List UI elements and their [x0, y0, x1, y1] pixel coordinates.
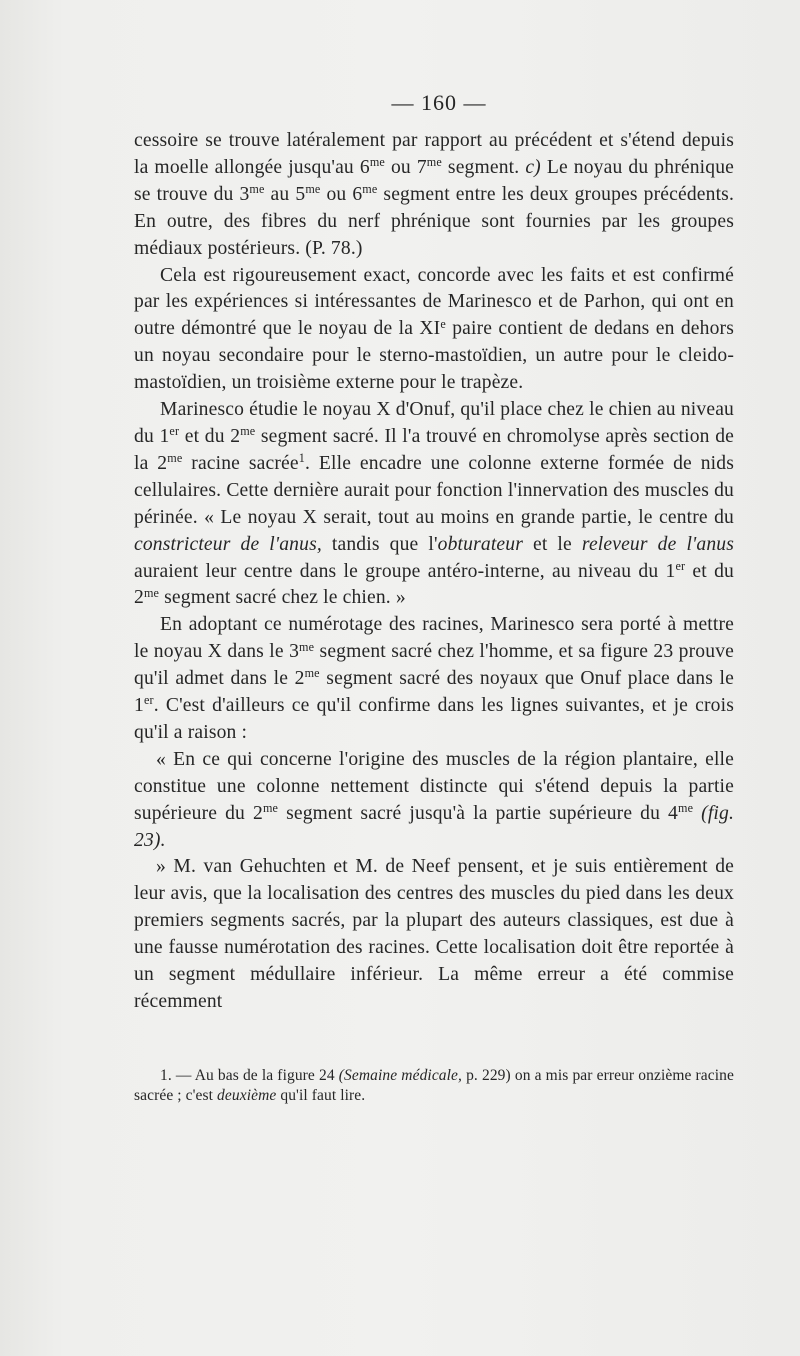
- footnote-1: 1. — Au bas de la figure 24 (Semaine médicale, p. 229) on a mis par erreur onzième racine sacrée ; c'est deuxième qu'il faut lire.: [134, 1066, 734, 1104]
- paragraph-6-quote: » M. van Gehuchten et M. de Neef pensent, et je suis entièrement de leur avis, que la localisation des centres des muscles du pied dans les deux premiers segments sacrés, par la plupart des auteurs classiques, est due à une fausse numérotation des racines. Cette localisation doit être reportée à un segment médullaire inférieur. La même erreur a été commise récemment: [134, 856, 734, 1012]
- paragraph-5-quote: « En ce qui concerne l'origine des muscles de la région plantaire, elle constitue une colonne nettement distincte qui s'étend depuis la partie supérieure du $2^{me}$ segment sacré jusqu'à la partie supérieure du $4^{me}$ (fig. 23).: [134, 748, 734, 851]
- paragraph-2: Cela est rigoureusement exact, concorde avec les faits et est confirmé par les expériences si intéressantes de Marinesco et de Parhon, qui ont en outre démontré que le noyau de la XIe paire contient de dedans en dehors un noyau secondaire pour le sterno-mastoïdien, un autre pour le cleido-mastoïdien, un troisième externe pour le trapèze.: [134, 264, 734, 394]
- paragraph-4: En adoptant ce numérotage des racines, Marinesco sera porté à mettre le noyau X dans le $3^{me}$ segment sacré chez l'homme, et sa figure 23 prouve qu'il admet dans le $2^{me}$ segment sacré des noyaux que Onuf place dans le 1er. C'est d'ailleurs ce qu'il confirme dans les lignes suivantes, et je crois qu'il a raison :: [134, 614, 734, 743]
- list-label-c: c): [525, 156, 541, 178]
- footnote-reference[interactable]: 1: [298, 451, 305, 466]
- figure-reference: (fig. 23).: [134, 802, 734, 851]
- paragraph-3: Marinesco étudie le noyau X d'Onuf, qu'il place chez le chien au niveau du 1er et du $2^{me}$ segment sacré. Il l'a trouvé en chromolyse après section de la $2^{me}$ racine sacrée$^1$. Elle encadre une colonne externe formée de nids cellulaires. Cette dernière aurait pour fonction l'innervation des muscles du périnée. « Le noyau X serait, tout au moins en grande partie, le centre du constricteur de l'anus, tandis que l'obturateur et le releveur de l'anus auraient leur centre dans le groupe antéro-interne, au niveau du 1er et du $2^{me}$ segment sacré chez le chien. »: [134, 399, 735, 609]
- body-text: [134, 128, 734, 1016]
- footnote: [134, 1066, 734, 1106]
- page-number: — 160 —: [391, 90, 487, 115]
- paragraph-1: cessoire se trouve latéralement par rapport au précédent et s'étend depuis la moelle allongée jusqu'au $6^{me}$ ou $7^{me}$ segment. c) Le noyau du phrénique se trouve du $3^{me}$ au $5^{me}$ ou $6^{me}$ segment entre les deux groupes précédents. En outre, des fibres du nerf phrénique sont fournies par les groupes médiaux postérieurs. (P. 78.): [134, 130, 734, 259]
